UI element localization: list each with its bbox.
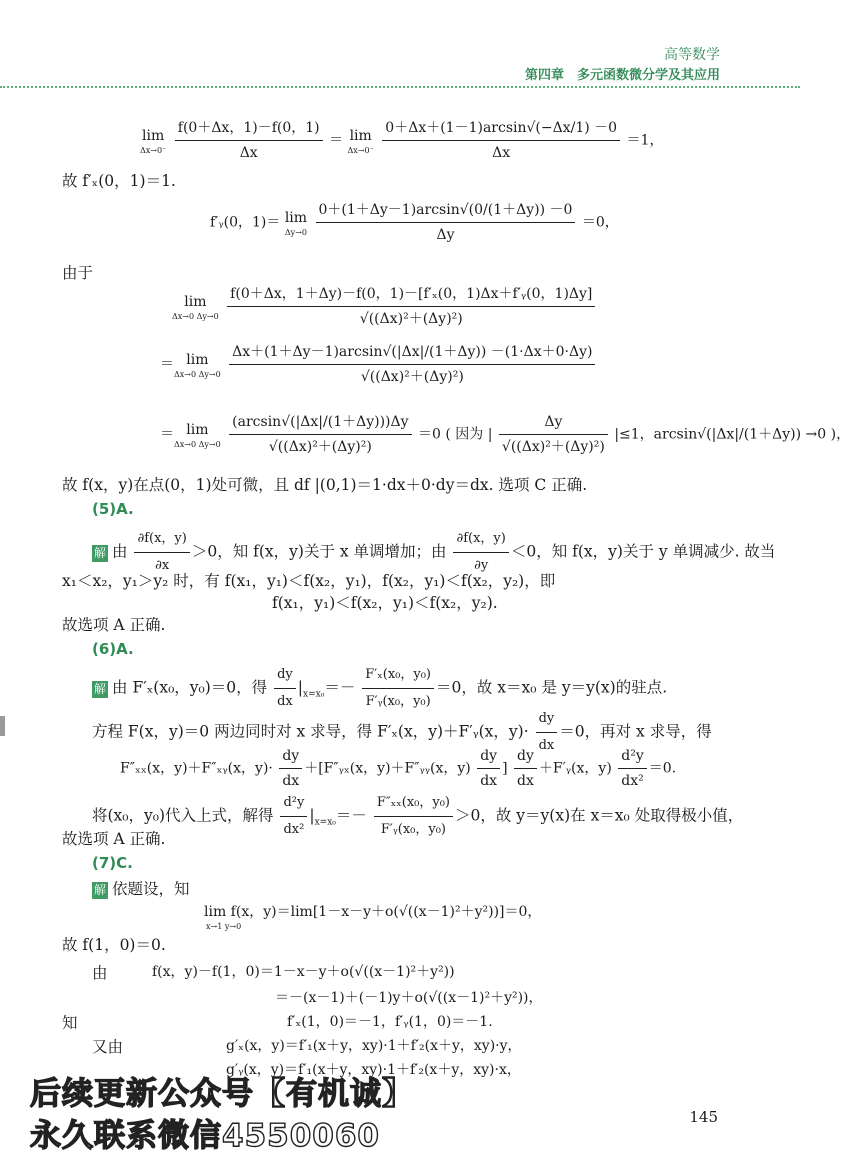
text-line: 故 f(1，0)＝0. bbox=[62, 936, 166, 954]
solution-tag: 解 bbox=[94, 545, 107, 560]
fraction: $\frac{\text{F′ₓ(x₀，y₀)}}{\text{F′ᵧ(x₀，y₀)}}$ bbox=[362, 664, 434, 713]
eq-diff-3: ＝ lim Δx→0 Δy→0 $\frac{(\arcsin√(|\Delta x|/(1+\Delta y)))\Delta y}{\text{√((Δx)²＋(Δy)²)}}$ ＝0 ( 因为 | $\frac{\Delta y}{\text{√((Δx)²＋(Δy)²)}}$ |≤1，arcsin√(|Δx|/(1＋Δy)) →0 )， bbox=[160, 414, 850, 455]
text-line: 由于 bbox=[62, 264, 94, 282]
text-line: 故选项 A 正确. bbox=[62, 830, 166, 848]
fraction: $\frac{0+(1+\Delta y-1)\arcsin√(0/(1+\Delta y)) -0}{\Delta y}$ bbox=[316, 200, 576, 245]
solution-tag: 解 bbox=[94, 681, 107, 696]
eq-7-expand-2: ＝－(x－1)＋(－1)y＋o(√((x－1)²＋y²))， bbox=[275, 990, 543, 1006]
limit-operator: lim Δy→0 bbox=[284, 210, 308, 237]
limit-operator: lim Δx→0 Δy→0 bbox=[174, 352, 221, 379]
fraction: $\frac{\text{f(0＋Δx，1＋Δy)－f(0，1)－[f′ₓ(0，1)Δx＋f′ᵧ(0，1)Δy]}}{\text{√((Δx)²＋(Δy)²)}}$ bbox=[227, 284, 595, 329]
header-divider bbox=[0, 86, 800, 88]
fraction: $\frac{\Delta x+(1+\Delta y-1)\arcsin√(|\Delta x|/(1+\Delta y)) -(1\cdot\Delta x+0\cdot\Delta y)}{\text{√((Δx)²＋(Δy)²)}}$ bbox=[229, 342, 595, 387]
fraction: $\frac{dy}{dx}$ bbox=[274, 664, 296, 713]
text-line: 解 依题设，知 bbox=[94, 880, 190, 898]
text-line: 故选项 A 正确. bbox=[62, 616, 166, 634]
page-number: 145 bbox=[689, 1108, 718, 1126]
limit-operator: lim Δx→0⁻ bbox=[347, 128, 374, 155]
fraction: $\frac{\text{d²y}}{\text{dx²}}$ bbox=[618, 746, 646, 791]
fraction: $\frac{\partial f(x,y)}{\partial x}$ bbox=[134, 528, 189, 577]
eq-diff-1 bbox=[172, 284, 597, 329]
text-line: 又由 bbox=[92, 1038, 124, 1056]
eq-fx-limit: lim Δx→0⁻ $\frac{f(0+\Delta x,1)-f(0,1)}{\Delta x}$ ＝ lim Δx→0⁻ $\frac{0+\Delta x+(1-1)\arcsin√(-\Delta x/1) -0}{\Delta x}$ ＝1， bbox=[140, 120, 664, 161]
text-line: 解 由 F′ₓ(x₀，y₀)＝0，得 $\frac{dy}{dx}$ $|_{x=x_0}=-$ $\frac{\text{F′ₓ(x₀，y₀)}}{\text{F′ᵧ(x₀，y₀)}}$ ＝0，故 x＝x₀ 是 y＝y(x)的驻点. bbox=[92, 664, 667, 713]
fraction: $\frac{f(0+\Delta x,1)-f(0,1)}{\Delta x}$ bbox=[175, 118, 323, 163]
fraction: $\frac{dy}{dx}$ bbox=[477, 746, 500, 791]
eq-7-gx: g′ₓ(x，y)＝f′₁(x＋y，xy)·1＋f′₂(x＋y，xy)·y， bbox=[226, 1038, 522, 1054]
text-line: 故 f(x，y)在点(0，1)处可微，且 df |(0,1)＝1·dx＋0·dy＝dx. 选项 C 正确. bbox=[62, 476, 588, 494]
fraction: $\frac{\text{F″ₓₓ(x₀，y₀)}}{\text{F′ᵧ(x₀，y₀)}}$ bbox=[374, 792, 453, 841]
text-line: 方程 F(x，y)＝0 两边同时对 x 求导，得 F′ₓ(x，y)＋F′ᵧ(x，y)· $\frac{dy}{dx}$ ＝0，再对 x 求导，得 bbox=[92, 708, 712, 757]
text-line: 将(x₀，y₀)代入上式，解得 $\frac{\text{d²y}}{\text{dx²}}$ $|_{x=x_0}=-$ $\frac{\text{F″ₓₓ(x₀，y₀)}}{\text{F′ᵧ(x₀，y₀)}}$ ＞0，故 y＝y(x)在 x＝x₀ 处取得极小值， bbox=[92, 792, 743, 841]
limit-operator: lim Δx→0 Δy→0 bbox=[174, 422, 221, 449]
eq-diff-2: ＝ lim Δx→0 Δy→0 $\frac{\Delta x+(1+\Delta y-1)\arcsin√(|\Delta x|/(1+\Delta y)) -(1\cdot\Delta x+0\cdot\Delta y)}{\text{√((Δx)²＋(Δy)²)}}$ bbox=[160, 342, 597, 387]
limit-operator: lim Δx→0 Δy→0 bbox=[172, 294, 219, 321]
chapter-title: 第四章 多元函数微分学及其应用 bbox=[524, 68, 720, 83]
watermark-line-1: 后续更新公众号【有机诚】 bbox=[30, 1076, 414, 1112]
solution-tag: 解 bbox=[94, 883, 107, 897]
answer-label: (7)C. bbox=[92, 854, 133, 872]
fraction: $\frac{\text{d²y}}{\text{dx²}}$ bbox=[280, 792, 307, 841]
eq-7-partials: f′ₓ(1，0)＝－1，f′ᵧ(1，0)＝－1. bbox=[287, 1014, 493, 1030]
book-title: 高等数学 bbox=[664, 47, 720, 63]
watermark-line-2: 永久联系微信4550060 bbox=[30, 1118, 380, 1154]
text-line: 由 bbox=[92, 964, 108, 982]
answer-label: (5)A. bbox=[92, 500, 134, 518]
eq-7-gy: g′ᵧ(x，y)＝f′₁(x＋y，xy)·1＋f′₂(x＋y，xy)·x， bbox=[226, 1062, 521, 1078]
eq-7-expand: f(x，y)－f(1，0)＝1－x－y＋o(√((x－1)²＋y²)) bbox=[152, 964, 455, 980]
fraction: $\frac{(\arcsin√(|\Delta x|/(1+\Delta y)))\Delta y}{\text{√((Δx)²＋(Δy)²)}}$ bbox=[229, 412, 411, 457]
text-line: x₁＜x₂，y₁＞y₂ 时，有 f(x₁，y₁)＜f(x₂，y₁)，f(x₂，y₁)＜f(x₂，y₂)，即 bbox=[62, 572, 556, 590]
margin-mark bbox=[0, 716, 5, 736]
text-line: 故 f′ₓ(0，1)＝1. bbox=[62, 172, 176, 190]
fraction: $\frac{\partial f(x,y)}{\partial y}$ bbox=[453, 528, 508, 577]
text-line: 知 bbox=[62, 1014, 78, 1032]
eq-fy-limit: f′ᵧ(0，1)＝ lim Δy→0 $\frac{0+(1+\Delta y-1)\arcsin√(0/(1+\Delta y)) -0}{\Delta y}$ ＝0， bbox=[210, 202, 619, 243]
text-line: f(x₁，y₁)＜f(x₂，y₁)＜f(x₂，y₂). bbox=[272, 594, 498, 612]
text-line: 解 由 $\frac{\partial f(x,y)}{\partial x}$ ＞0，知 f(x，y)关于 x 单调增加；由 $\frac{\partial f(x,y)}{\partial y}$ ＜0，知 f(x，y)关于 y 单调减少. 故当 bbox=[92, 528, 775, 577]
fraction: $\frac{0+\Delta x+(1-1)\arcsin√(-\Delta x/1) -0}{\Delta x}$ bbox=[382, 118, 620, 163]
fraction: $\frac{\Delta y}{\text{√((Δx)²＋(Δy)²)}}$ bbox=[499, 412, 608, 457]
limit-operator: lim Δx→0⁻ bbox=[140, 128, 167, 155]
fraction: $\frac{dy}{dx}$ bbox=[514, 746, 537, 791]
eq-7-limit: lim f(x，y)＝lim[1－x－y＋o(√((x－1)²＋y²))]＝0， x→1 y→0 bbox=[204, 904, 542, 931]
fraction: $\frac{dy}{dx}$ bbox=[536, 708, 558, 757]
eq-second-derivative: F″ₓₓ(x，y)＋F″ₓᵧ(x，y)· $\frac{dy}{dx}$ ＋[F″ᵧₓ(x，y)＋F″ᵧᵧ(x，y) $\frac{dy}{dx}$ ] $\frac{dy}{dx}$ ＋F′ᵧ(x，y) $\frac{\text{d²y}}{\text{dx²}}$ ＝0. bbox=[120, 748, 677, 789]
fraction: $\frac{dy}{dx}$ bbox=[279, 746, 302, 791]
answer-label: (6)A. bbox=[92, 640, 134, 658]
